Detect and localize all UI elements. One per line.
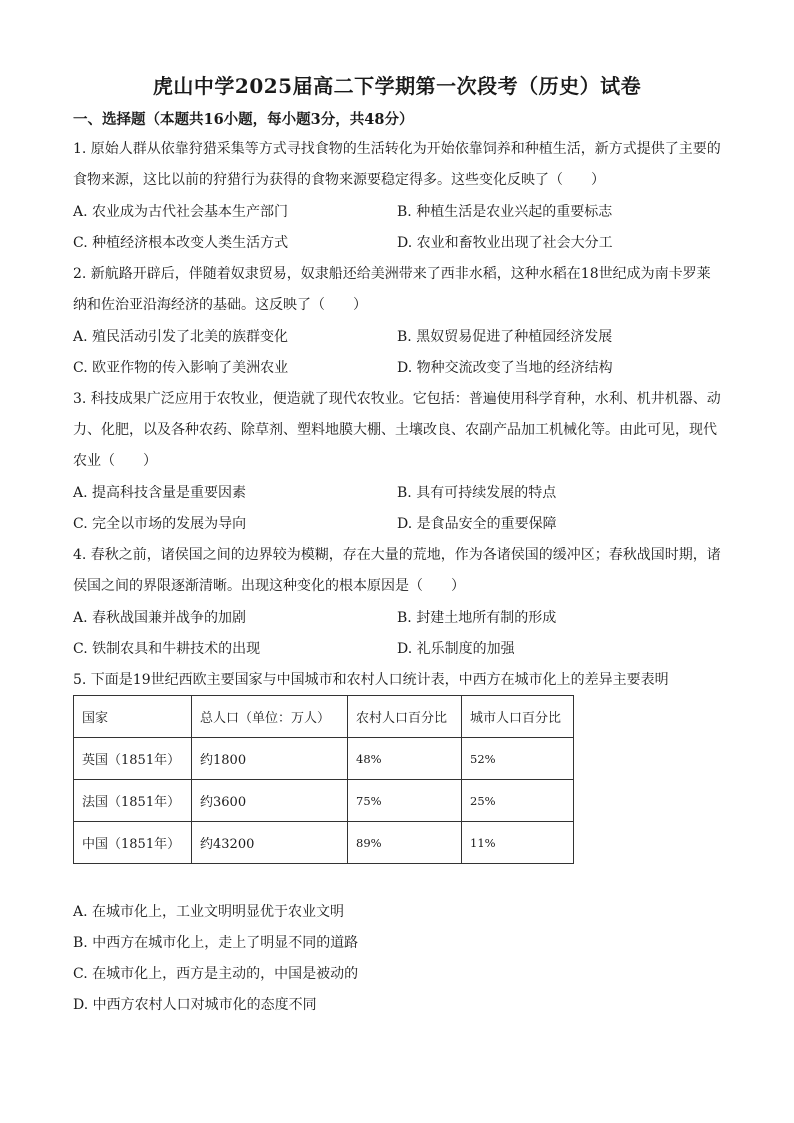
question-4-option-c: C. 铁制农具和牛耕技术的出现 (73, 641, 261, 657)
question-2-option-c: C. 欧亚作物的传入影响了美洲农业 (73, 360, 289, 376)
question-1-stem (73, 134, 723, 196)
question-2-stem (73, 259, 723, 321)
question-4-option-a: A. 春秋战国兼并战争的加剧 (73, 610, 247, 626)
question-3-line-2: 力、化肥，以及各种农药、除草剂、塑料地膜大棚、土壤改良、农副产品加工机械化等。由此可见，现代 (73, 422, 717, 438)
question-1-option-d: D. 农业和畜牧业出现了社会大分工 (397, 235, 613, 251)
table-header-cell: 国家 (74, 696, 192, 738)
question-3-stem (73, 384, 723, 477)
table-header-cell: 城市人口百分比 (462, 696, 574, 738)
question-5-option-d: D. 中西方农村人口对城市化的态度不同 (73, 997, 317, 1013)
question-3-option-a: A. 提高科技含量是重要因素 (73, 485, 247, 501)
table-header-cell: 总人口（单位：万人） (192, 696, 348, 738)
question-4-line-2: 侯国之间的界限逐渐清晰。出现这种变化的根本原因是（ ） (73, 578, 465, 594)
population-table (73, 695, 574, 864)
table-cell-urban: 25% (462, 780, 574, 822)
question-4-line-1: 4. 春秋之前，诸侯国之间的边界较为模糊，存在大量的荒地，作为各诸侯国的缓冲区；春秋战国时期，诸 (73, 547, 721, 563)
question-3-option-b: B. 具有可持续发展的特点 (397, 485, 557, 501)
table-cell-urban: 52% (462, 738, 574, 780)
question-5-stem (73, 665, 723, 696)
table-cell-rural: 48% (348, 738, 462, 780)
question-5-line-1: 5. 下面是19世纪西欧主要国家与中国城市和农村人口统计表，中西方在城市化上的差异主要表明 (73, 672, 669, 688)
table-row (74, 780, 574, 822)
table-cell-total: 约1800 (192, 738, 348, 780)
question-1-line-1: 1. 原始人群从依靠狩猎采集等方式寻找食物的生活转化为开始依靠饲养和种植生活，新方式提供了主要的 (73, 141, 721, 157)
question-5-option-c: C. 在城市化上，西方是主动的，中国是被动的 (73, 966, 359, 982)
table-header-cell: 农村人口百分比 (348, 696, 462, 738)
question-4-stem (73, 540, 723, 602)
section-heading: 一、选择题（本题共16小题，每小题3分，共48分） (73, 111, 414, 128)
table-cell-urban: 11% (462, 822, 574, 864)
question-2-line-1: 2. 新航路开辟后，伴随着奴隶贸易，奴隶船还给美洲带来了西非水稻，这种水稻在18世纪成为南卡罗莱 (73, 266, 711, 282)
table-cell-rural: 89% (348, 822, 462, 864)
question-3-line-3: 农业（ ） (73, 453, 157, 469)
question-3-option-c: C. 完全以市场的发展为导向 (73, 516, 247, 532)
table-row (74, 822, 574, 864)
table-cell-total: 约3600 (192, 780, 348, 822)
question-3-line-1: 3. 科技成果广泛应用于农牧业，便造就了现代农牧业。它包括：普遍使用科学育种，水利、机井机器、动 (73, 391, 721, 407)
question-4-option-d: D. 礼乐制度的加强 (397, 641, 515, 657)
question-2-option-d: D. 物种交流改变了当地的经济结构 (397, 360, 613, 376)
page-title: 虎山中学2025届高二下学期第一次段考（历史）试卷 (152, 74, 642, 98)
table-header-row (74, 696, 574, 738)
question-1-option-a: A. 农业成为古代社会基本生产部门 (73, 204, 289, 220)
question-2-line-2: 纳和佐治亚沿海经济的基础。这反映了（ ） (73, 297, 367, 313)
question-2-option-b: B. 黑奴贸易促进了种植园经济发展 (397, 329, 613, 345)
table-row (74, 738, 574, 780)
question-3-option-d: D. 是食品安全的重要保障 (397, 516, 557, 532)
question-2-option-a: A. 殖民活动引发了北美的族群变化 (73, 329, 289, 345)
table-cell-country: 法国（1851年） (74, 780, 192, 822)
question-1-line-2: 食物来源，这比以前的狩猎行为获得的食物来源要稳定得多。这些变化反映了（ ） (73, 172, 605, 188)
table-cell-rural: 75% (348, 780, 462, 822)
table-cell-country: 英国（1851年） (74, 738, 192, 780)
table-cell-total: 约43200 (192, 822, 348, 864)
table-cell-country: 中国（1851年） (74, 822, 192, 864)
question-5-option-b: B. 中西方在城市化上，走上了明显不同的道路 (73, 935, 359, 951)
question-1-option-c: C. 种植经济根本改变人类生活方式 (73, 235, 289, 251)
question-4-option-b: B. 封建土地所有制的形成 (397, 610, 557, 626)
question-1-option-b: B. 种植生活是农业兴起的重要标志 (397, 204, 613, 220)
question-5-option-a: A. 在城市化上，工业文明明显优于农业文明 (73, 904, 345, 920)
